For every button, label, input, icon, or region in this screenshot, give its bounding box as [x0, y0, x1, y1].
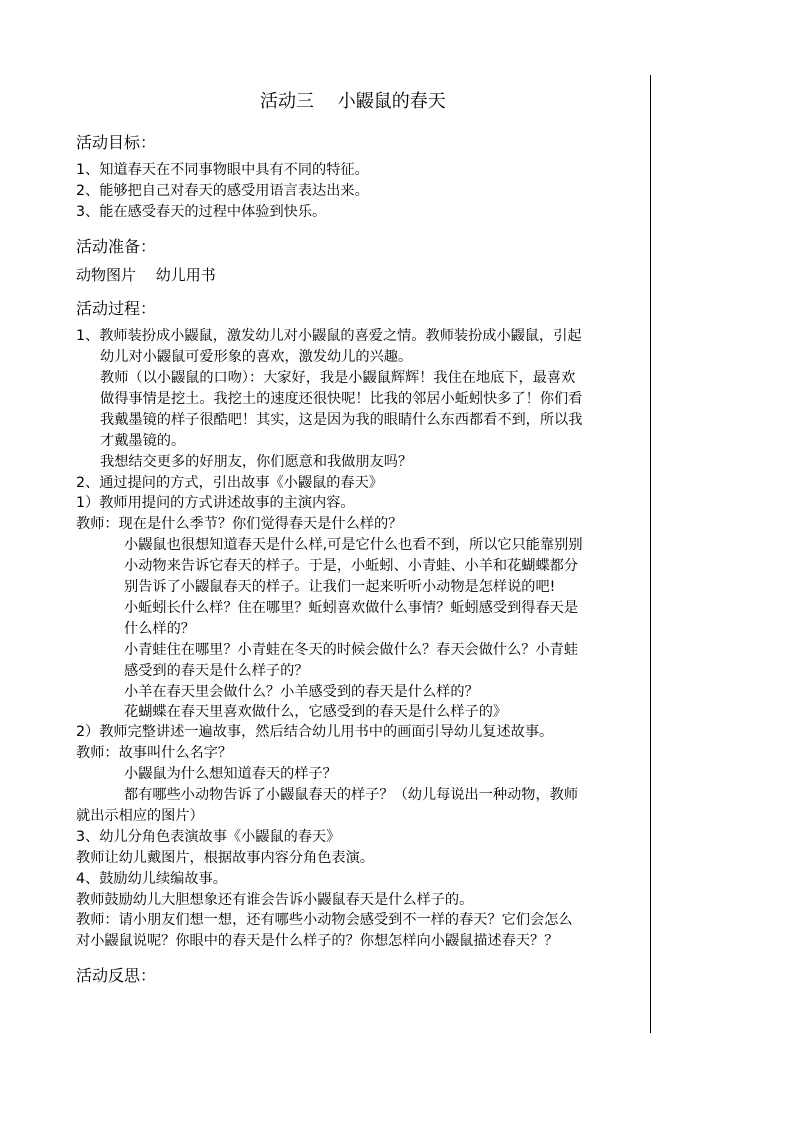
goal-item: 1、知道春天在不同事物眼中具有不同的特征。 [76, 162, 369, 178]
text-line: 才戴墨镜的。 [100, 433, 186, 449]
text-line: 都有哪些小动物告诉了小鼹鼠春天的样子？（幼儿每说出一种动物，教师 [124, 787, 579, 803]
text-line: 教师鼓励幼儿大胆想象还有谁会告诉小鼹鼠春天是什么样子的。 [76, 892, 474, 908]
text-line: 3、幼儿分角色表演故事《小鼹鼠的春天》 [76, 829, 341, 845]
heading-goals: 活动目标： [76, 133, 157, 152]
text-line: 花蝴蝶在春天里喜欢做什么，它感受到的春天是什么样子的》 [124, 704, 508, 720]
goal-item: 2、能够把自己对春天的感受用语言表达出来。 [76, 183, 369, 199]
heading-prep: 活动准备： [76, 237, 157, 256]
heading-process: 活动过程： [76, 299, 157, 318]
goal-item: 3、能在感受春天的过程中体验到快乐。 [76, 204, 327, 220]
text-line: 4、鼓励幼儿续编故事。 [76, 871, 227, 887]
text-line: 做得事情是挖土。我挖土的速度还很快呢！比我的邻居小蚯蚓快多了！你们看 [100, 391, 583, 407]
text-line: 教师：请小朋友们想一想，还有哪些小动物会感受到不一样的春天？它们会怎么 [76, 912, 573, 928]
text-line: 教师：故事叫什么名字？ [76, 745, 233, 761]
text-line: 小鼹鼠也很想知道春天是什么样,可是它什么也看不到，所以它只能靠别别 [124, 537, 583, 553]
margin-line [650, 75, 651, 1033]
text-line: 2）教师完整讲述一遍故事，然后结合幼儿用书中的画面引导幼儿复述故事。 [76, 724, 554, 740]
text-line: 感受到的春天是什么样子的？ [124, 663, 309, 679]
text-line: 幼儿对小鼹鼠可爱形象的喜欢，激发幼儿的兴趣。 [100, 349, 413, 365]
heading-reflection: 活动反思： [76, 966, 157, 985]
text-line: 1）教师用提问的方式讲述故事的主演内容。 [76, 495, 355, 511]
text-line: 就出示相应的图片） [76, 808, 204, 824]
page-title: 活动三 小鼹鼠的春天 [260, 91, 446, 112]
text-line: 2、通过提问的方式，引出故事《小鼹鼠的春天》 [76, 475, 383, 491]
text-line: 1、教师装扮成小鼹鼠，激发幼儿对小鼹鼠的喜爱之情。教师装扮成小鼹鼠，引起 [76, 328, 582, 344]
text-line: 对小鼹鼠说呢？你眼中的春天是什么样子的？你想怎样向小鼹鼠描述春天？？ [76, 933, 559, 949]
text-line: 小羊在春天里会做什么？小羊感受到的春天是什么样的？ [124, 684, 479, 700]
text-line: 别告诉了小鼹鼠春天的样子。让我们一起来听听小动物是怎样说的吧! [124, 579, 556, 595]
text-line: 我戴墨镜的样子很酷吧！其实，这是因为我的眼睛什么东西都看不到，所以我 [100, 412, 583, 428]
text-line: 什么样的？ [124, 621, 195, 637]
text-line: 小青蛙住在哪里？小青蛙在冬天的时候会做什么？春天会做什么？小青蛙 [124, 642, 579, 658]
prep-materials: 动物图片 幼儿用书 [76, 266, 216, 284]
text-line: 教师（以小鼹鼠的口吻）：大家好，我是小鼹鼠辉辉！我住在地底下，最喜欢 [100, 370, 576, 386]
text-line: 小蚯蚓长什么样？住在哪里？蚯蚓喜欢做什么事情？蚯蚓感受到得春天是 [124, 600, 579, 616]
text-line: 小鼹鼠为什么想知道春天的样子？ [124, 766, 337, 782]
text-line: 教师：现在是什么季节？你们觉得春天是什么样的？ [76, 516, 403, 532]
text-line: 教师让幼儿戴图片，根据故事内容分角色表演。 [76, 850, 374, 866]
text-line: 我想结交更多的好朋友，你们愿意和我做朋友吗？ [100, 454, 413, 470]
text-line: 小动物来告诉它春天的样子。于是，小蚯蚓、小青蛙、小羊和花蝴蝶都分 [124, 558, 579, 574]
